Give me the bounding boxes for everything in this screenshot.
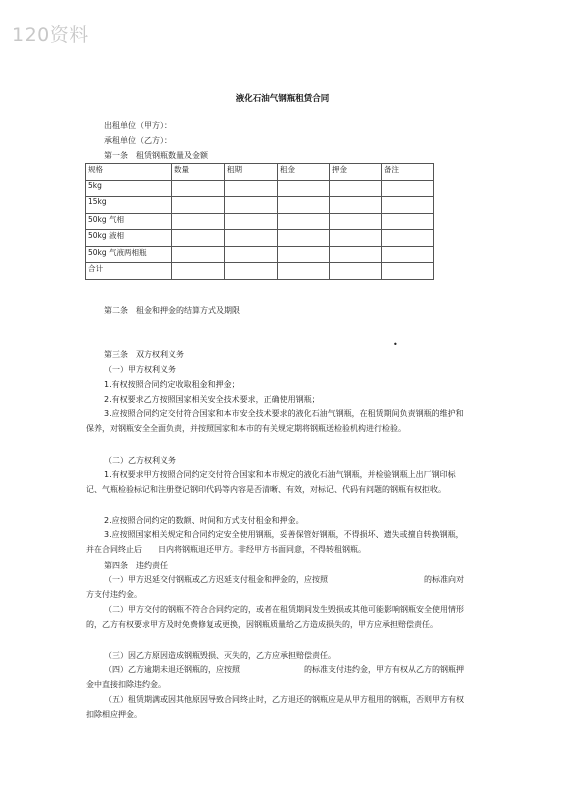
table-row: [86, 246, 434, 263]
table-header-row: [86, 164, 434, 181]
article-3-heading: 第三条 双方权利义务: [104, 350, 184, 359]
table-cell: [278, 197, 330, 214]
liability-clause-2: （二）甲方交付的钢瓶不符合合同约定的，或者在租赁期间发生毁损或其他可能影响钢瓶安全使用情形的，乙方有权要求甲方及时免费修复或更换，因钢瓶质量给乙方造成损失的，甲方应承担赔偿责任。: [86, 605, 464, 629]
table-cell: [382, 230, 434, 247]
party-b-rights-heading: （二）乙方权利义务: [104, 456, 176, 465]
table-cell: [382, 197, 434, 214]
header-cell-remarks: 备注: [382, 164, 434, 181]
table-cell: [225, 230, 278, 247]
table-cell: [330, 197, 382, 214]
article-4-heading: 第四条 违约责任: [104, 561, 168, 570]
table-cell: [172, 213, 225, 230]
article-1-heading: 第一条 租赁钢瓶数量及金额: [104, 151, 208, 160]
table-cell: [172, 180, 225, 197]
table-cell: [225, 213, 278, 230]
table-row: [86, 197, 434, 214]
liability-clause-1: （一）甲方迟延交付钢瓶或乙方迟延支付租金和押金的，应按照 的标准向对方支付违约金。: [86, 575, 464, 599]
table-cell: [382, 263, 434, 280]
bullet-dot: •: [393, 340, 398, 349]
table-row: [86, 180, 434, 197]
table-row: [86, 230, 434, 247]
spec-cell: 15kg: [86, 197, 172, 214]
table-cell: [382, 213, 434, 230]
table-cell: [278, 263, 330, 280]
header-cell-term: 租期: [225, 164, 278, 181]
lessor-line: 出租单位（甲方）：: [104, 121, 172, 130]
party-a-clause-2: 2.有权要求乙方按照国家相关安全技术要求，正确使用钢瓶；: [104, 395, 320, 404]
table-cell: [172, 230, 225, 247]
table-cell: [330, 180, 382, 197]
table-cell: [225, 197, 278, 214]
table-cell: [330, 213, 382, 230]
header-cell-deposit: 押金: [330, 164, 382, 181]
liability-clause-5: （五）租赁期满或因其他原因导致合同终止时，乙方退还的钢瓶应是从甲方租用的钢瓶，否则甲方有权扣除相应押金。: [86, 695, 464, 719]
party-b-clause-1: 1.有权要求甲方按照合同约定交付符合国家和本市规定的液化石油气钢瓶，并检验钢瓶上出厂钢印标记、气瓶检验标记和注册登记钢印代码等内容是否清晰、有效，对标记、代码有问题的钢瓶有权拒收。: [86, 470, 456, 494]
party-a-clause-3: 3.应按照合同约定交付符合国家和本市安全技术要求的液化石油气钢瓶，在租赁期间负责钢瓶的维护和保养，对钢瓶安全全面负责，并按照国家和本市的有关规定期将钢瓶送检验机构进行检验。: [86, 409, 464, 433]
table-cell: [278, 230, 330, 247]
table-cell: [330, 230, 382, 247]
party-b-clause-2: 2.应按照合同约定的数额、时间和方式支付租金和押金。: [104, 516, 304, 525]
liability-clause-4: （四）乙方逾期未退还钢瓶的，应按照 的标准支付违约金，甲方有权从乙方的钢瓶押金中直接扣除违约金。: [86, 665, 464, 689]
table-cell: [172, 197, 225, 214]
liability-clause-3: （三）因乙方原因造成钢瓶毁损、灭失的，乙方应承担赔偿责任。: [104, 651, 336, 660]
spec-cell: 50kg 气液两相瓶: [86, 246, 172, 263]
article-2-heading: 第二条 租金和押金的结算方式及期限: [104, 306, 240, 315]
table-row: [86, 213, 434, 230]
table-cell: [382, 180, 434, 197]
table-cell: [330, 263, 382, 280]
table-cell: [278, 213, 330, 230]
table-cell: [225, 180, 278, 197]
rental-table: [85, 163, 434, 280]
table-cell: [330, 246, 382, 263]
table-cell: [382, 246, 434, 263]
table-cell: [225, 263, 278, 280]
table-cell: [172, 246, 225, 263]
table-cell: [172, 263, 225, 280]
watermark: 120资料: [12, 24, 89, 46]
table-cell: [278, 180, 330, 197]
document-title: 液化石油气钢瓶租赁合同: [235, 94, 330, 104]
total-cell: 合计: [86, 263, 172, 280]
header-cell-spec: 规格: [86, 164, 172, 181]
spec-cell: 50kg 气相: [86, 213, 172, 230]
party-a-rights-heading: （一）甲方权利义务: [104, 365, 176, 374]
spec-cell: 50kg 液相: [86, 230, 172, 247]
table-total-row: [86, 263, 434, 280]
party-a-clause-1: 1.有权按照合同约定收取租金和押金；: [104, 380, 240, 389]
table-cell: [225, 246, 278, 263]
table-cell: [278, 246, 330, 263]
party-b-clause-3: 3.应按照国家相关规定和合同约定安全使用钢瓶，妥善保管好钢瓶，不得损坏、遗失或擅自转换钢瓶，并在合同终止后 日内将钢瓶退还甲方。非经甲方书面同意，不得转租钢瓶。: [86, 530, 464, 554]
header-cell-rent: 租金: [278, 164, 330, 181]
lessee-line: 承租单位（乙方）：: [104, 136, 172, 145]
header-cell-quantity: 数量: [172, 164, 225, 181]
spec-cell: 5kg: [86, 180, 172, 197]
